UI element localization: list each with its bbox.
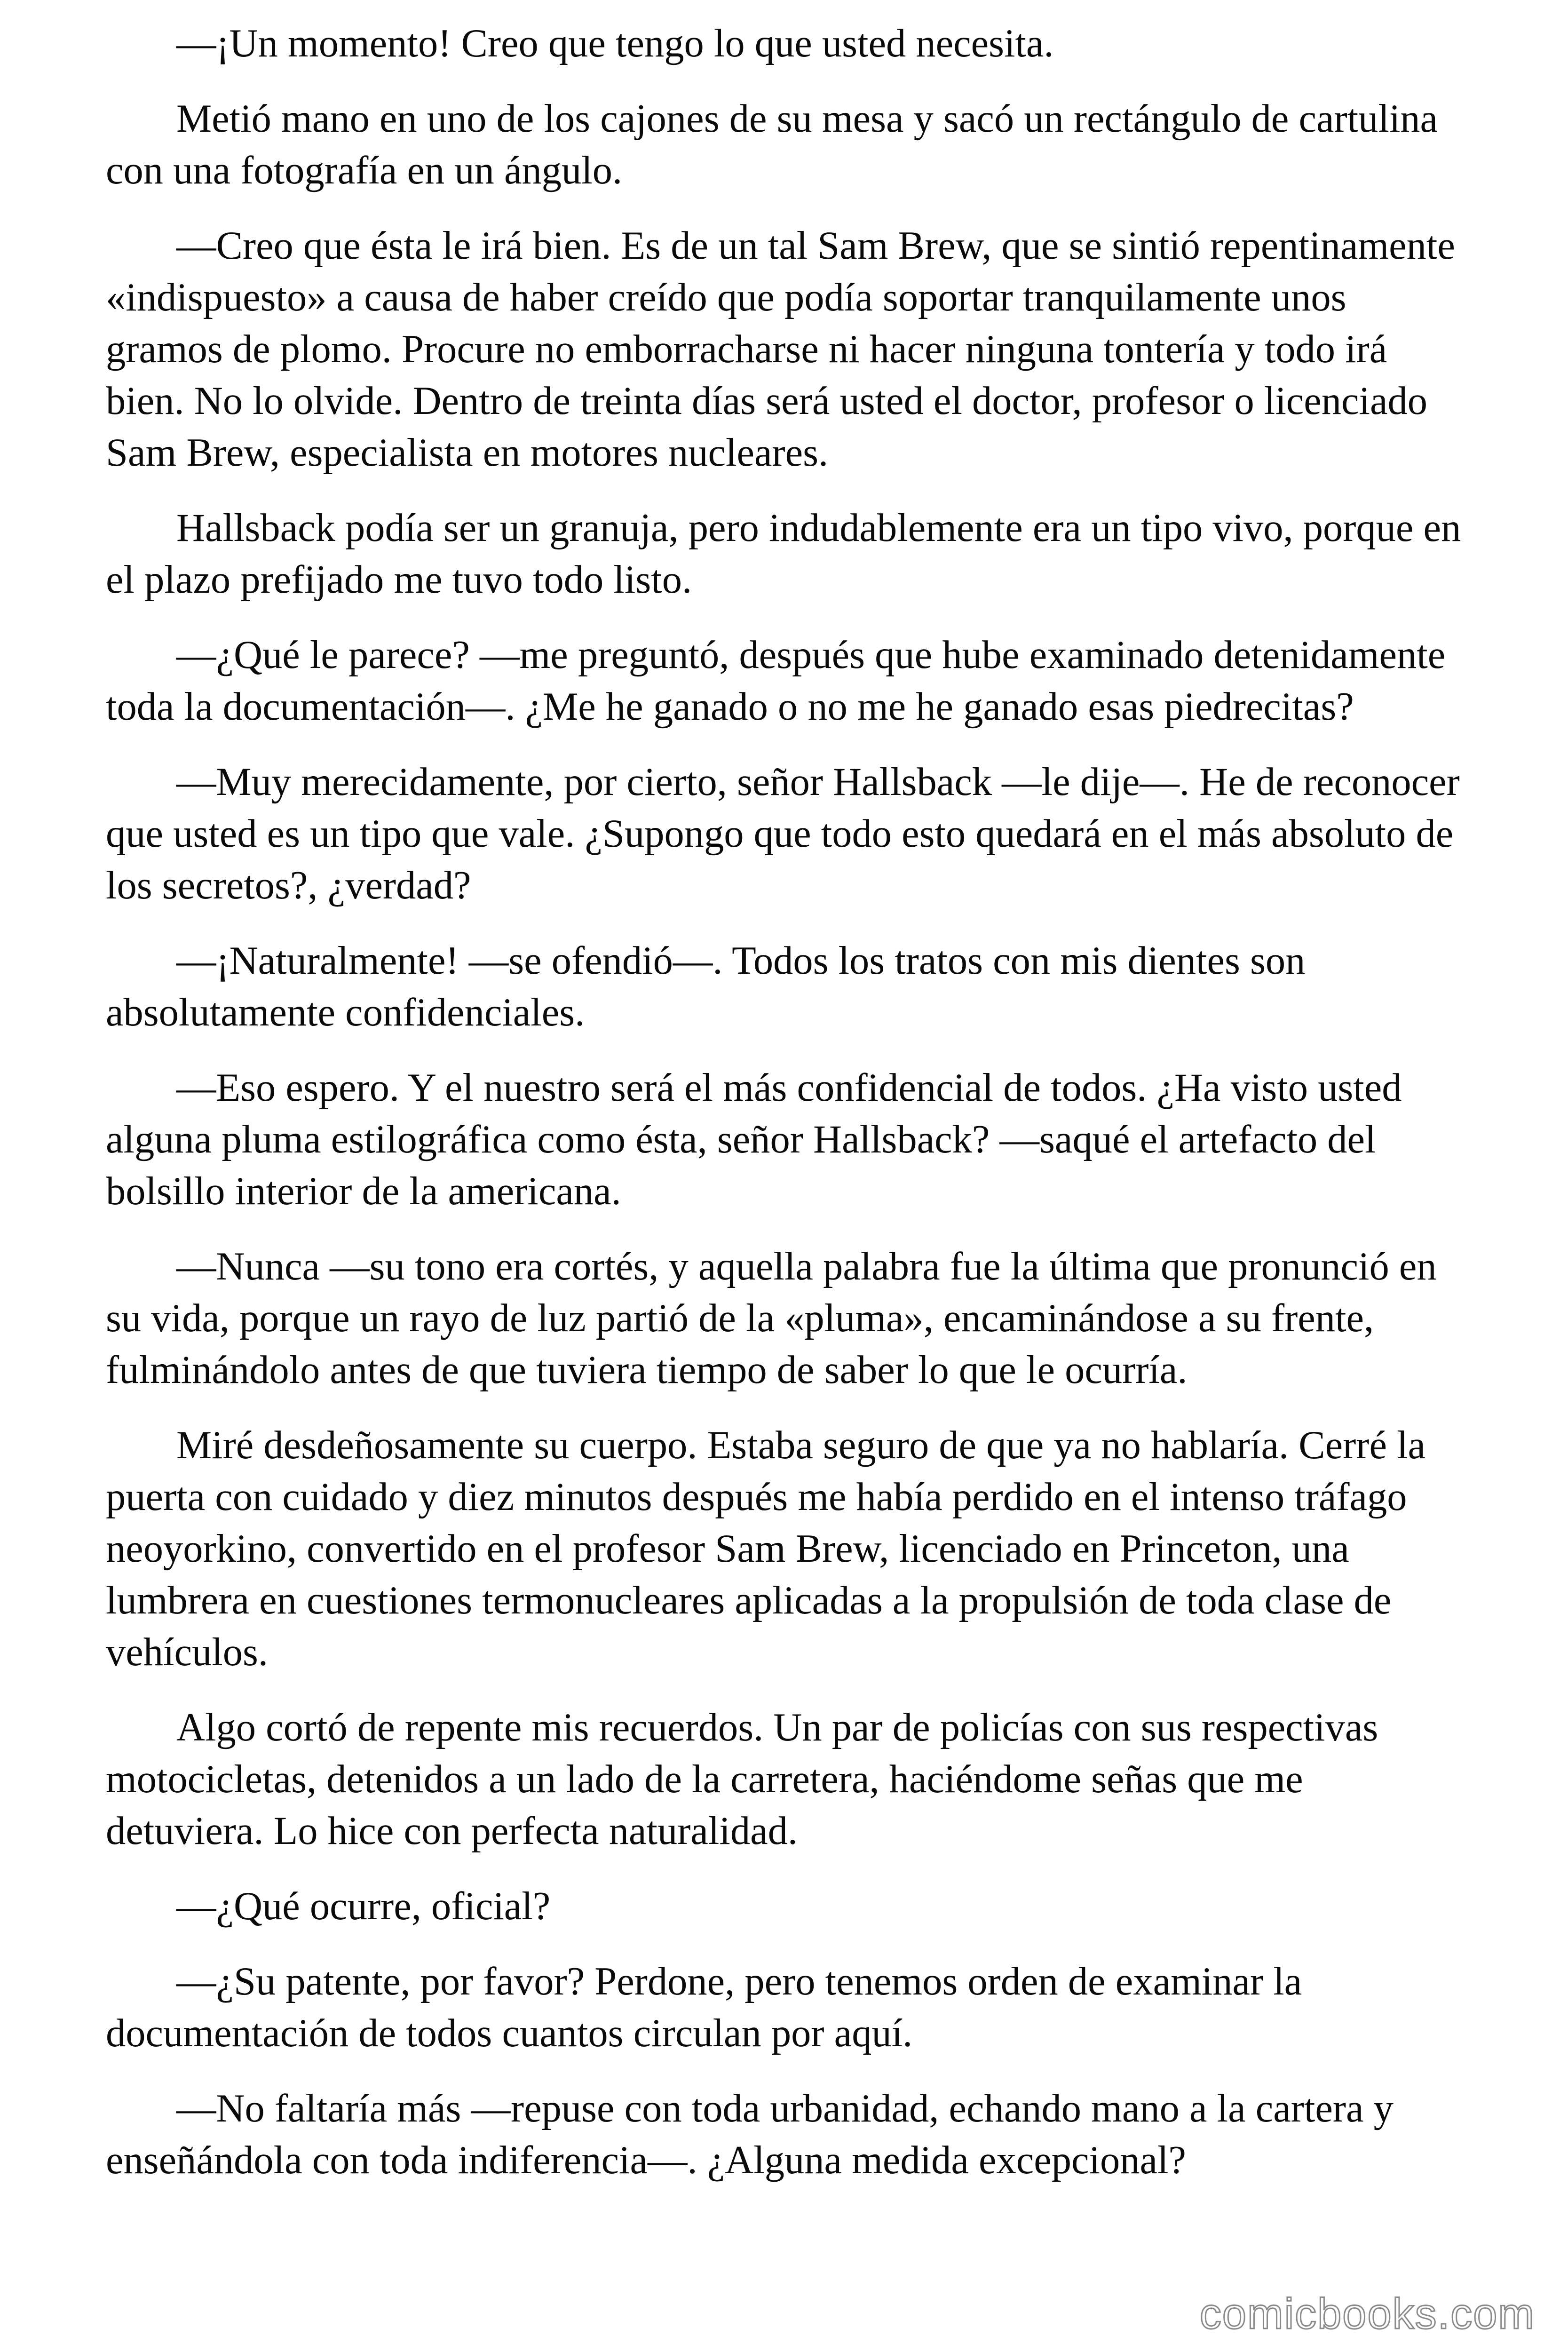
paragraph: —¿Su patente, por favor? Perdone, pero tenemos orden de examinar la documentación de todos cuantos circulan por aquí. bbox=[106, 1960, 1302, 2055]
paragraph: —¡Un momento! Creo que tengo lo que usted necesita. bbox=[176, 22, 1054, 65]
paragraph: —Muy merecidamente, por cierto, señor Hallsback —le dije—. He de reconocer que usted es un tipo que vale. ¿Supongo que todo esto quedará en el más absoluto de los secretos?, ¿verdad? bbox=[106, 760, 1460, 907]
paragraph: —¿Qué le parece? —me preguntó, después que hube examinado detenidamente toda la documentación—. ¿Me he ganado o no me he ganado esas piedrecitas? bbox=[106, 633, 1446, 729]
paragraph: Hallsback podía ser un granuja, pero indudablemente era un tipo vivo, porque en el plazo prefijado me tuvo todo listo. bbox=[106, 506, 1461, 602]
paragraph: —¿Qué ocurre, oficial? bbox=[176, 1884, 551, 1928]
paragraph: Algo cortó de repente mis recuerdos. Un par de policías con sus respectivas motocicletas, detenidos a un lado de la carretera, haciéndome señas que me detuviera. Lo hice con perfecta naturalidad. bbox=[106, 1706, 1378, 1853]
paragraph: Miré desdeñosamente su cuerpo. Estaba seguro de que ya no hablaría. Cerré la puerta con cuidado y diez minutos después me había perdido en el intenso tráfago neoyorkino, convertido en el profesor Sam Brew, licenciado en Princeton, una lumbrera en cuestiones termonucleares aplicadas a la propulsión de toda clase de vehículos. bbox=[106, 1423, 1426, 1674]
paragraph: —Eso espero. Y el nuestro será el más confidencial de todos. ¿Ha visto usted alguna pluma estilográfica como ésta, señor Hallsback? —saqué el artefacto del bolsillo interior de la americana. bbox=[106, 1066, 1402, 1213]
paragraph: —Nunca —su tono era cortés, y aquella palabra fue la última que pronunció en su vida, porque un rayo de luz partió de la «pluma», encaminándose a su frente, fulminándolo antes de que tuviera tiempo de saber lo que le ocurría. bbox=[106, 1245, 1437, 1392]
paragraph: Metió mano en uno de los cajones de su mesa y sacó un rectángulo de cartulina con una fotografía en un ángulo. bbox=[106, 97, 1438, 192]
paragraph: —¡Naturalmente! —se ofendió—. Todos los tratos con mis dientes son absolutamente confidenciales. bbox=[106, 939, 1306, 1034]
paragraph: —Creo que ésta le irá bien. Es de un tal Sam Brew, que se sintió repentinamente «indispuesto» a causa de haber creído que podía soportar tranquilamente unos gramos de plomo. Procure no emborracharse ni hacer ninguna tontería y todo irá bien. No lo olvide. Dentro de treinta días será usted el doctor, profesor o licenciado Sam Brew, especialista en motores nucleares. bbox=[106, 224, 1455, 475]
document-page bbox=[106, 18, 1470, 2210]
paragraph: —No faltaría más —repuse con toda urbanidad, echando mano a la cartera y enseñándola con toda indiferencia—. ¿Alguna medida excepcional? bbox=[106, 2087, 1394, 2182]
watermark: comicbooks.com bbox=[1199, 2290, 1535, 2338]
